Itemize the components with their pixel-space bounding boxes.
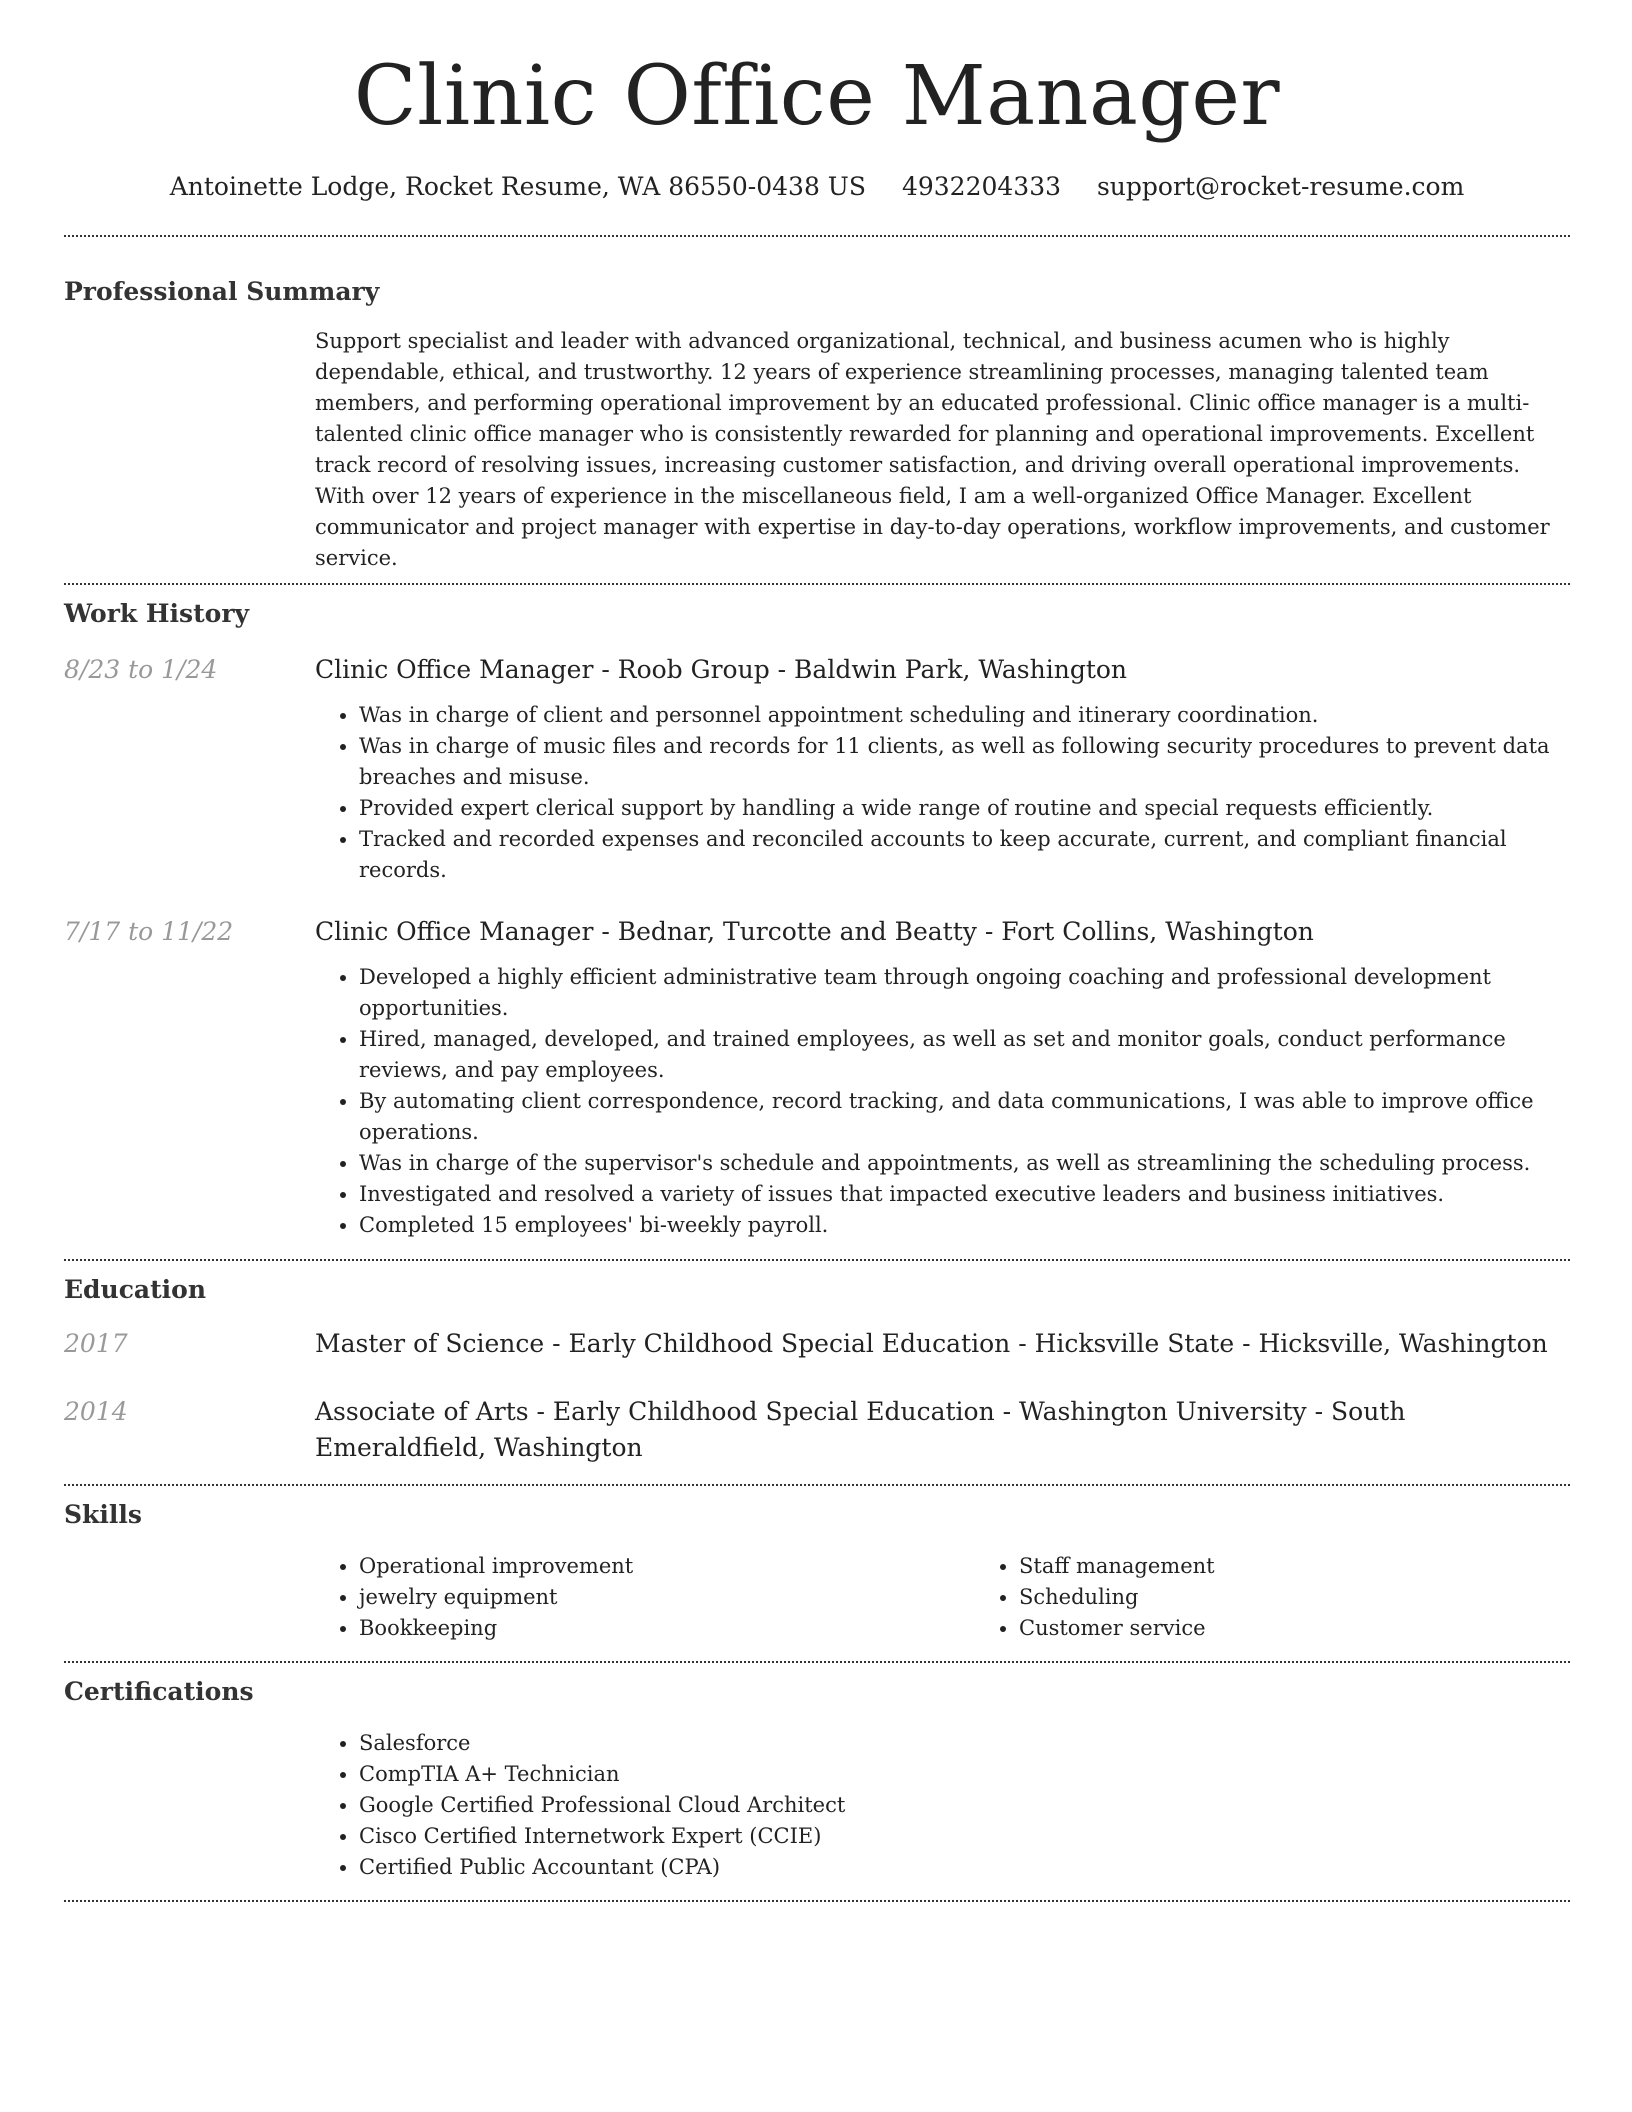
list-item: • CompTIA A+ Technician	[359, 1759, 1570, 1790]
list-item: • By automating client correspondence, record tracking, and data communications, I was able to improve office operations.	[359, 1086, 1570, 1148]
contact-address: Antoinette Lodge, Rocket Resume, WA 86550-0438 US	[169, 172, 866, 201]
job-entry	[64, 652, 1570, 886]
list-item: • Google Certified Professional Cloud Architect	[359, 1790, 1570, 1821]
list-item: • Cisco Certified Internetwork Expert (CCIE)	[359, 1821, 1570, 1852]
section-divider	[64, 235, 1570, 237]
job-bullets	[315, 700, 1570, 886]
education-year: 2014	[64, 1397, 128, 1426]
list-item: • Was in charge of client and personnel appointment scheduling and itinerary coordination.	[359, 700, 1570, 731]
job-bullets	[315, 962, 1570, 1241]
education-entry	[64, 1326, 1570, 1362]
list-item: • Tracked and recorded expenses and reconciled accounts to keep accurate, current, and compliant financial records.	[359, 824, 1570, 886]
list-item: • Was in charge of music files and records for 11 clients, as well as following security procedures to prevent data breaches and misuse.	[359, 731, 1570, 793]
job-title: Clinic Office Manager - Roob Group - Baldwin Park, Washington	[315, 655, 1128, 684]
section-divider	[64, 1484, 1570, 1486]
skills-list-left	[315, 1551, 975, 1644]
list-item: • Completed 15 employees' bi-weekly payroll.	[359, 1210, 1570, 1241]
skills-section	[64, 1500, 1570, 1644]
work-history-section	[64, 599, 1570, 1241]
education-heading: Education	[64, 1275, 207, 1304]
resume-name: Clinic Office Manager	[353, 49, 1281, 144]
contact-email: support@rocket-resume.com	[1096, 172, 1465, 201]
summary-text: Support specialist and leader with advanced organizational, technical, and business acumen who is highly dependable, ethical, and trustworthy. 12 years of experience streamlining processes, managing talented team members, and performing operational improvement by an educated professional. Clinic office manager is a multi-talented clinic office manager who is consistently rewarded for planning and operational improvements. Excellent track record of resolving issues, increasing customer satisfaction, and driving overall operational improvements. With over 12 years of experience in the miscellaneous field, I am a well-organized Office Manager. Excellent communicator and project manager with expertise in day-to-day operations, workflow improvements, and customer service.	[315, 329, 1550, 570]
education-year: 2017	[64, 1329, 128, 1358]
list-item: • Bookkeeping	[359, 1613, 975, 1644]
list-item: • Certified Public Accountant (CPA)	[359, 1852, 1570, 1883]
resume-page	[64, 0, 1570, 1902]
job-dates: 8/23 to 1/24	[64, 655, 218, 684]
skills-heading: Skills	[64, 1500, 142, 1529]
list-item: • Developed a highly efficient administrative team through ongoing coaching and professional development opportunities.	[359, 962, 1570, 1024]
section-divider	[64, 1900, 1570, 1902]
list-item: • jewelry equipment	[359, 1582, 975, 1613]
job-entry	[64, 914, 1570, 1241]
skills-list-right	[975, 1551, 1632, 1644]
list-item: • Hired, managed, developed, and trained employees, as well as set and monitor goals, conduct performance reviews, and pay employees.	[359, 1024, 1570, 1086]
education-entry	[64, 1394, 1570, 1466]
section-divider	[64, 1259, 1570, 1261]
education-section	[64, 1275, 1570, 1466]
education-degree: Associate of Arts - Early Childhood Special Education - Washington University - South Emeraldfield, Washington	[315, 1397, 1406, 1462]
list-item: • Operational improvement	[359, 1551, 975, 1582]
summary-section	[64, 277, 1570, 574]
list-item: • Customer service	[1019, 1613, 1632, 1644]
list-item: • Salesforce	[359, 1728, 1570, 1759]
certifications-heading: Certifications	[64, 1677, 254, 1706]
section-divider	[64, 1661, 1570, 1663]
summary-heading: Professional Summary	[64, 277, 380, 306]
certifications-list	[315, 1728, 1570, 1883]
contact-phone: 4932204333	[901, 172, 1062, 201]
list-item: • Staff management	[1019, 1551, 1632, 1582]
section-divider	[64, 583, 1570, 585]
certifications-section	[64, 1677, 1570, 1883]
list-item: • Scheduling	[1019, 1582, 1632, 1613]
list-item: • Was in charge of the supervisor's schedule and appointments, as well as streamlining the scheduling process.	[359, 1148, 1570, 1179]
job-dates: 7/17 to 11/22	[64, 917, 234, 946]
list-item: • Provided expert clerical support by handling a wide range of routine and special requests efficiently.	[359, 793, 1570, 824]
list-item: • Investigated and resolved a variety of issues that impacted executive leaders and business initiatives.	[359, 1179, 1570, 1210]
job-title: Clinic Office Manager - Bednar, Turcotte and Beatty - Fort Collins, Washington	[315, 917, 1314, 946]
work-history-heading: Work History	[64, 599, 250, 628]
education-degree: Master of Science - Early Childhood Special Education - Hicksville State - Hicksville, Washington	[315, 1329, 1548, 1358]
contact-line	[64, 172, 1570, 201]
